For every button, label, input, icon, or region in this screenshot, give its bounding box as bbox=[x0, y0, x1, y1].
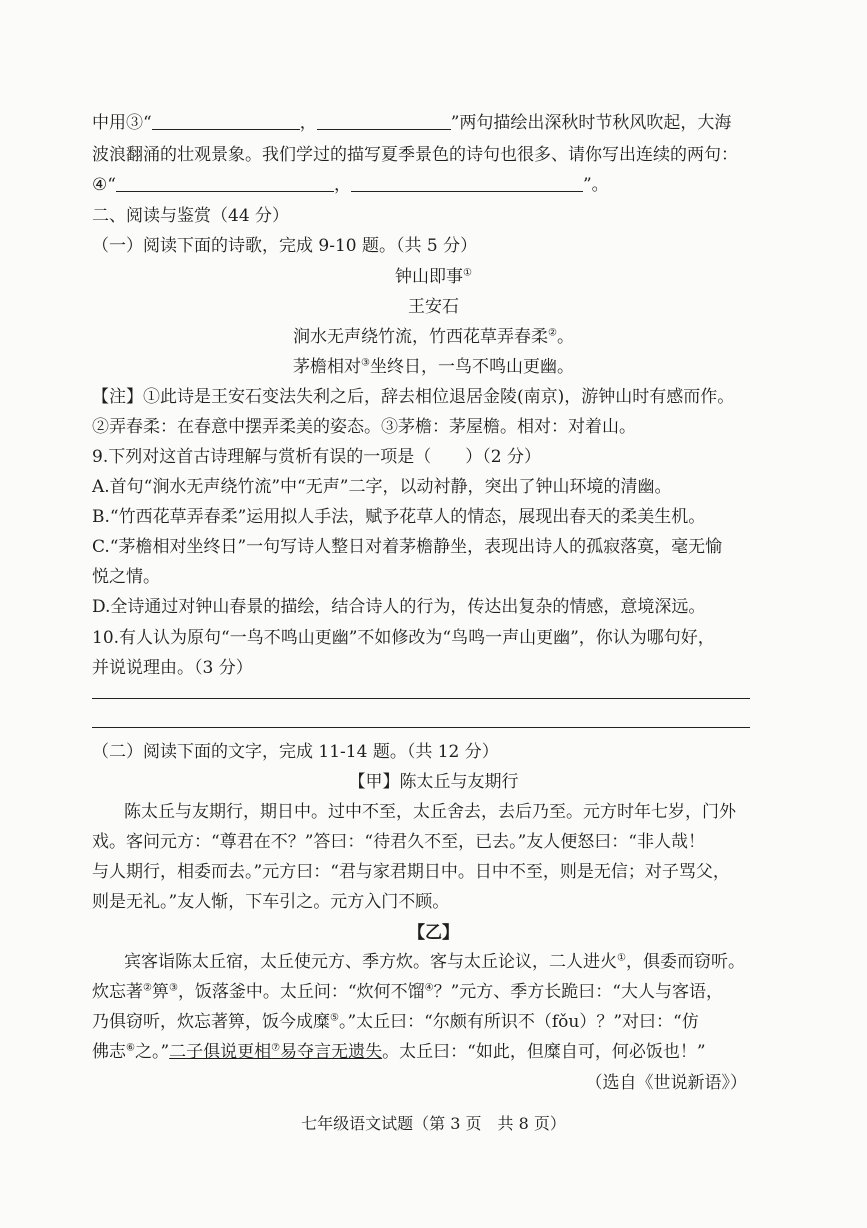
text: ？”元方、季方长跪曰：“大人与客语， bbox=[433, 982, 723, 1002]
text: ”。 bbox=[582, 175, 609, 195]
option-b: B.“竹西花草弄春柔”运用拟人手法，赋予花草人的情态，展现出春天的柔美生机。 bbox=[92, 507, 706, 527]
text: ，饭落釜中。太丘问：“炊何不馏 bbox=[177, 982, 425, 1002]
text: 。”太丘曰：“尔颇有所识不（fǒu）？”对曰：“仿 bbox=[338, 1012, 699, 1032]
underlined-sentence bbox=[169, 1042, 382, 1062]
text: 之。” bbox=[134, 1042, 170, 1062]
blank-field[interactable] bbox=[317, 113, 451, 130]
text: 茅檐相对 bbox=[293, 357, 362, 377]
text: ， bbox=[299, 113, 317, 133]
option-c-cont: 悦之情。 bbox=[92, 567, 160, 587]
note-marker: ⑦ bbox=[271, 1042, 281, 1054]
text: 涧水无声绕竹流，竹西花草弄春柔 bbox=[293, 327, 549, 347]
text: 坐终日，一鸟不鸣山更幽。 bbox=[369, 357, 574, 377]
blank-field[interactable] bbox=[152, 113, 300, 130]
passage-jia-line: 陈太丘与友期行，期日中。过中不至，太丘舍去，去后乃至。元方时年七岁，门外 bbox=[124, 802, 736, 822]
poem-title-text: 钟山即事 bbox=[395, 267, 464, 287]
poem-line-2 bbox=[0, 356, 867, 378]
option-a: A.首句“涧水无声绕竹流”中“无声”二字，以动衬静，突出了钟山环境的清幽。 bbox=[92, 477, 672, 497]
passage-jia-title: 【甲】陈太丘与友期行 bbox=[348, 772, 519, 792]
passage-yi-line bbox=[124, 951, 775, 973]
passage-jia-line: 戏。客问元方：“尊君在不？”答曰：“待君久不至，已去。”友人便怒曰：“非人哉！ bbox=[92, 832, 705, 852]
section-title: 二、阅读与鉴赏（44 分） bbox=[92, 206, 290, 226]
text: 。 bbox=[556, 327, 574, 347]
text: 中用③“ bbox=[92, 113, 152, 133]
note-marker: ⑤ bbox=[330, 1012, 339, 1024]
text: 佛志 bbox=[92, 1042, 126, 1062]
question-10: 10.有人认为原句“一鸟不鸣山更幽”不如修改为“鸟鸣一声山更幽”，你认为哪句好， bbox=[92, 628, 715, 648]
passage-yi-title: 【乙】 bbox=[408, 923, 459, 943]
text: 宾客诣陈太丘宿，太丘使元方、季方炊。客与太丘论议，二人进火 bbox=[124, 952, 617, 972]
text: ”两句描绘出深秋时节秋风吹起，大海 bbox=[450, 113, 732, 133]
text: ，俱委而窃听。 bbox=[625, 952, 745, 972]
part2-intro: （二）阅读下面的文字，完成 11-14 题。（共 12 分） bbox=[92, 742, 499, 762]
passage-jia-line: 则是无礼。”友人惭，下车引之。元方入门不顾。 bbox=[92, 892, 450, 912]
option-d: D.全诗通过对钟山春景的描绘，结合诗人的行为，传达出复杂的情感，意境深远。 bbox=[92, 597, 706, 617]
poem-line-1 bbox=[0, 326, 867, 348]
answer-line[interactable] bbox=[92, 698, 750, 699]
blank-field[interactable] bbox=[351, 175, 583, 192]
note-line-2: ②弄春柔：在春意中摆弄柔美的姿态。③茅檐：茅屋檐。相对：对着山。 bbox=[92, 417, 636, 437]
blank-field[interactable] bbox=[116, 175, 334, 192]
text: 。太丘曰：“如此，但糜自可，何必饭也！” bbox=[382, 1042, 706, 1062]
question-9: 9.下列对这首古诗理解与赏析有误的一项是（ ）（2 分） bbox=[92, 447, 541, 467]
question-10-cont: 并说说理由。（3 分） bbox=[92, 658, 253, 678]
text: 箅 bbox=[151, 982, 169, 1002]
poem-title bbox=[0, 266, 867, 288]
answer-line[interactable] bbox=[92, 727, 750, 728]
source-citation: （选自《世说新语》） bbox=[585, 1073, 747, 1093]
note-marker: ① bbox=[617, 952, 626, 964]
note-line-1: 【注】①此诗是王安石变法失利之后，辞去相位退居金陵(南京)，游钟山时有感而作。 bbox=[92, 387, 735, 407]
text: 二子俱说更相 bbox=[169, 1042, 272, 1062]
text: 乃俱窃听，炊忘著箅，饭今成糜 bbox=[92, 1012, 330, 1032]
note-marker: ④ bbox=[424, 982, 434, 994]
note-marker: ① bbox=[463, 267, 472, 279]
passage-yi-line bbox=[92, 981, 775, 1003]
text: ④“ bbox=[92, 175, 116, 195]
fill-blank-line-4 bbox=[92, 174, 775, 196]
note-marker: ② bbox=[143, 982, 152, 994]
passage-yi-line bbox=[92, 1011, 775, 1033]
note-marker: ② bbox=[548, 327, 557, 339]
poem-author: 王安石 bbox=[408, 297, 459, 317]
part1-intro: （一）阅读下面的诗歌，完成 9-10 题。（共 5 分） bbox=[92, 236, 478, 256]
text: 易夺言无遗失 bbox=[280, 1042, 383, 1062]
option-c: C.“茅檐相对坐终日”一句写诗人整日对着茅檐静坐，表现出诗人的孤寂落寞，毫无愉 bbox=[92, 537, 723, 557]
page-footer: 七年级语文试题（第 3 页 共 8 页） bbox=[301, 1114, 566, 1133]
passage-jia-line: 与人期行，相委而去。”元方曰：“君与家君期日中。日中不至，则是无信；对子骂父， bbox=[92, 862, 730, 882]
fill-blank-line-3 bbox=[92, 112, 775, 134]
passage-yi-line bbox=[92, 1041, 775, 1063]
text: ， bbox=[333, 175, 351, 195]
text: 炊忘著 bbox=[92, 982, 143, 1002]
note-marker: ③ bbox=[168, 982, 178, 994]
note-marker: ③ bbox=[361, 357, 370, 369]
note-marker: ⑥ bbox=[126, 1042, 135, 1054]
text-line: 波浪翻涌的壮观景象。我们学过的描写夏季景色的诗句也很多、请你写出连续的两句： bbox=[92, 145, 738, 165]
